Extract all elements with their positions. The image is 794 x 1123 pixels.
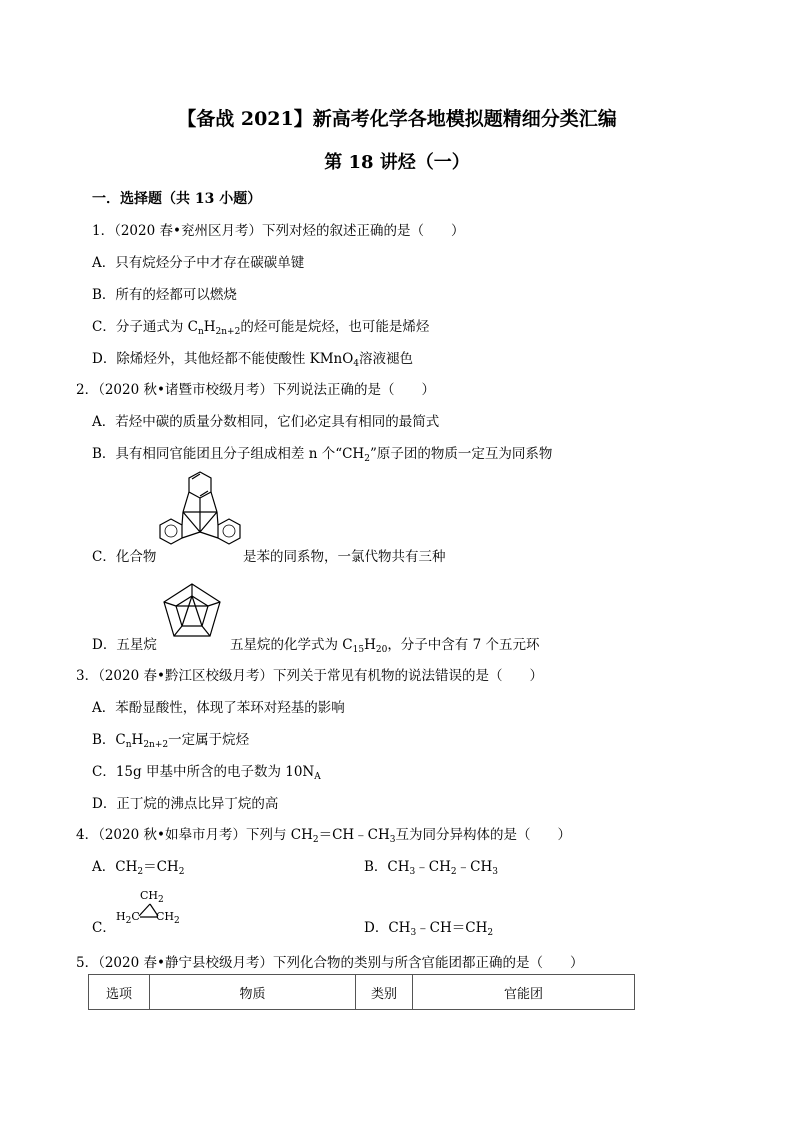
q3-option-c: C．15g 甲基中所含的电子数为 $10N_A$ — [92, 764, 321, 782]
q3-option-b: B．$C_nH_{2n+2}$一定属于烷烃 — [92, 732, 250, 750]
q4-option-a: A．$CH_2=CH_2$ — [92, 859, 185, 877]
q1-option-d: D．除烯烃外，其他烃都不能使酸性 KMnO$_4$溶液褪色 — [92, 351, 414, 369]
q1-option-c: C．分子通式为 $C_nH_{2n+2}$的烃可能是烷烃，也可能是烯烃 — [92, 319, 430, 337]
triptycene-structure-image — [155, 470, 245, 560]
q2-option-a: A．若烃中碳的质量分数相同，它们必定具有相同的最简式 — [92, 414, 440, 430]
q4-option-c-prefix: C． — [92, 920, 116, 936]
question-1-stem: 1．（2020 春•兖州区月考）下列对烃的叙述正确的是（ ） — [92, 223, 465, 239]
table-header-option: 选项 — [89, 975, 150, 1010]
page-subtitle: 第 18 讲烃（一） — [324, 152, 470, 173]
q4-option-d: D．$CH_3﹣CH=CH_2$ — [364, 920, 494, 938]
table-header-substance: 物质 — [150, 975, 356, 1010]
q1-option-b: B．所有的烃都可以燃烧 — [92, 287, 237, 303]
q2-option-b: B．具有相同官能团且分子组成相差 n 个“$CH_2$”原子团的物质一定互为同系物 — [92, 446, 553, 464]
question-5-stem: 5．（2020 春•静宁县校级月考）下列化合物的类别与所含官能团都正确的是（ ） — [76, 955, 584, 971]
table-header-category: 类别 — [356, 975, 413, 1010]
section-heading: 一．选择题（共 13 小题） — [92, 191, 262, 207]
q2-option-d-text: 五星烷的化学式为 $C_{15}H_{20}$，分子中含有 7 个五元环 — [230, 637, 540, 655]
cyclopropane-right-label: $CH_2$ — [156, 910, 180, 926]
q2-option-c-prefix: C．化合物 — [92, 549, 157, 565]
cyclopropane-structure-image — [130, 900, 170, 920]
q3-option-d: D．正丁烷的沸点比异丁烷的高 — [92, 796, 279, 812]
pentastarane-structure-image — [158, 580, 226, 648]
q3-option-a: A．苯酚显酸性，体现了苯环对羟基的影响 — [92, 700, 345, 716]
q1-option-a: A．只有烷烃分子中才存在碳碳单键 — [92, 255, 305, 271]
q2-option-d-prefix: D．五星烷 — [92, 637, 157, 653]
question-2-stem: 2．（2020 秋•诸暨市校级月考）下列说法正确的是（ ） — [76, 382, 435, 398]
cyclopropane-left-label: $H_2C$ — [116, 910, 140, 926]
page-title: 【备战 2021】新高考化学各地模拟题精细分类汇编 — [177, 108, 617, 130]
q2-option-c-text: 是苯的同系物，一氯代物共有三种 — [243, 549, 446, 565]
question-3-stem: 3．（2020 春•黔江区校级月考）下列关于常见有机物的说法错误的是（ ） — [76, 668, 543, 684]
table-header-functional-group: 官能团 — [413, 975, 635, 1010]
cyclopropane-top-label: $CH_2$ — [140, 889, 164, 905]
question-5-table — [88, 974, 635, 1010]
question-4-stem: 4．（2020 秋•如皋市月考）下列与 $CH_2=CH﹣CH_3$互为同分异构体的是（ ） — [76, 827, 572, 845]
table-header-row — [89, 975, 635, 1010]
q4-option-b: B．$CH_3﹣CH_2﹣CH_3$ — [364, 859, 498, 877]
